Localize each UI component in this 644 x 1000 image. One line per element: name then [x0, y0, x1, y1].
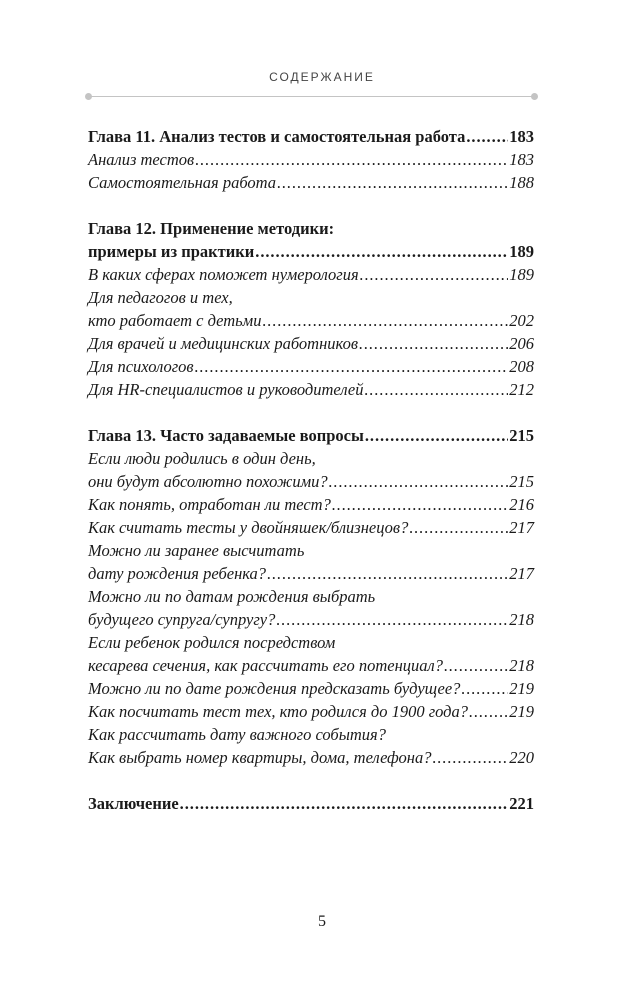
toc-page-number: 189	[509, 265, 534, 284]
toc-subentry[interactable]	[88, 355, 534, 378]
toc-subentry[interactable]	[88, 378, 534, 401]
toc-entry-title: Как считать тесты у двойняшек/близнецов?	[88, 518, 409, 537]
toc-subentry[interactable]	[88, 171, 534, 194]
toc-dot-leader	[332, 493, 508, 516]
toc-page-number: 215	[509, 472, 534, 491]
toc-subentry[interactable]	[88, 447, 534, 470]
toc-chapter-entry[interactable]	[88, 125, 534, 148]
toc-entry-title: кесарева сечения, как рассчитать его потенциал?	[88, 656, 443, 675]
toc-entry-title: В каких сферах поможет нумерология	[88, 265, 359, 284]
running-header: СОДЕРЖАНИЕ	[269, 70, 375, 84]
toc-entry-title: Для педагогов и тех,	[88, 288, 233, 307]
toc-subentry[interactable]	[88, 493, 534, 516]
toc-page-number: 216	[509, 495, 534, 514]
toc-entry-title: Можно ли по дате рождения предсказать будущее?	[88, 679, 461, 698]
toc-entry-title: Для врачей и медицинских работников	[88, 334, 359, 353]
page-number: 5	[318, 913, 326, 930]
toc-dot-leader	[365, 424, 508, 447]
toc-page-number: 189	[509, 242, 534, 261]
toc-entry-title: Как рассчитать дату важного события?	[88, 725, 386, 744]
toc-page-number: 215	[509, 426, 534, 445]
toc-page-number: 219	[509, 679, 534, 698]
toc-entry-title: Глава 13. Часто задаваемые вопросы	[88, 426, 364, 445]
toc-entry-title: Как выбрать номер квартиры, дома, телефона?	[88, 748, 432, 767]
toc-dot-leader	[409, 516, 508, 539]
toc-entry-title: Для HR-специалистов и руководителей	[88, 380, 364, 399]
toc-subentry[interactable]	[88, 585, 534, 608]
toc-entry-title: Если ребенок родился посредством	[88, 633, 336, 652]
toc-page-number: 183	[509, 150, 534, 169]
toc-entry-title: будущего супруга/супругу?	[88, 610, 276, 629]
toc-dot-leader	[365, 378, 509, 401]
toc-dot-leader	[255, 240, 508, 263]
toc-page-number: 221	[509, 794, 534, 813]
toc-subentry[interactable]	[88, 516, 534, 539]
toc-page-number: 188	[509, 173, 534, 192]
toc-dot-leader	[360, 263, 509, 286]
toc-dot-leader	[359, 332, 508, 355]
toc-entry-title: Для психологов	[88, 357, 194, 376]
toc-page-number: 183	[509, 127, 534, 146]
toc-entry-title: кто работает с детьми	[88, 311, 262, 330]
toc-entry-title: Глава 12. Применение методики:	[88, 219, 335, 238]
toc-chapter-entry[interactable]	[88, 792, 534, 815]
toc-entry-title: Самостоятельная работа	[88, 173, 277, 192]
toc-subentry[interactable]	[88, 746, 534, 769]
toc-page-number: 217	[509, 518, 534, 537]
toc-section	[88, 792, 534, 815]
toc-dot-leader	[329, 470, 509, 493]
toc-dot-leader	[267, 562, 508, 585]
toc-dot-leader	[466, 125, 508, 148]
toc-entry-title: Заключение	[88, 794, 179, 813]
toc-entry-title: Как понять, отработан ли тест?	[88, 495, 331, 514]
toc-chapter-entry[interactable]	[88, 240, 534, 263]
toc-dot-leader	[180, 792, 509, 815]
toc-section	[88, 424, 534, 769]
toc-subentry[interactable]	[88, 263, 534, 286]
toc-page-number: 206	[509, 334, 534, 353]
toc-subentry[interactable]	[88, 332, 534, 355]
toc-entry-title: дату рождения ребенка?	[88, 564, 267, 583]
toc-page-number: 208	[509, 357, 534, 376]
toc-entry-title: Можно ли по датам рождения выбрать	[88, 587, 376, 606]
toc-subentry[interactable]	[88, 309, 534, 332]
toc-page-number: 202	[509, 311, 534, 330]
header-rule-right-dot	[531, 93, 538, 100]
toc-entry-title: Анализ тестов	[88, 150, 195, 169]
toc-dot-leader	[195, 148, 508, 171]
toc-entry-title: Если люди родились в один день,	[88, 449, 316, 468]
toc-section	[88, 217, 534, 401]
toc-subentry[interactable]	[88, 631, 534, 654]
toc-subentry[interactable]	[88, 677, 534, 700]
toc-subentry[interactable]	[88, 562, 534, 585]
toc-dot-leader	[262, 309, 508, 332]
table-of-contents	[88, 125, 534, 838]
toc-page-number: 218	[509, 610, 534, 629]
toc-entry-title: Глава 11. Анализ тестов и самостоятельная работа	[88, 127, 466, 146]
toc-page-number: 217	[509, 564, 534, 583]
toc-dot-leader	[444, 654, 508, 677]
toc-page-number: 212	[509, 380, 534, 399]
toc-subentry[interactable]	[88, 286, 534, 309]
toc-subentry[interactable]	[88, 654, 534, 677]
toc-subentry[interactable]	[88, 470, 534, 493]
toc-entry-title: примеры из практики	[88, 242, 255, 261]
toc-entry-title: Можно ли заранее высчитать	[88, 541, 305, 560]
toc-subentry[interactable]	[88, 608, 534, 631]
toc-dot-leader	[276, 608, 508, 631]
toc-page-number: 218	[509, 656, 534, 675]
toc-dot-leader	[461, 677, 508, 700]
toc-dot-leader	[432, 746, 508, 769]
toc-subentry[interactable]	[88, 723, 534, 746]
toc-page-number: 220	[509, 748, 534, 767]
toc-dot-leader	[469, 700, 508, 723]
header-rule	[88, 96, 534, 97]
toc-page-number: 219	[509, 702, 534, 721]
toc-dot-leader	[195, 355, 509, 378]
toc-section	[88, 125, 534, 194]
toc-entry-title: они будут абсолютно похожими?	[88, 472, 328, 491]
toc-subentry[interactable]	[88, 539, 534, 562]
toc-chapter-entry[interactable]	[88, 217, 534, 240]
toc-entry-title: Как посчитать тест тех, кто родился до 1900 года?	[88, 702, 469, 721]
toc-subentry[interactable]	[88, 700, 534, 723]
toc-dot-leader	[277, 171, 508, 194]
toc-subentry[interactable]	[88, 148, 534, 171]
toc-chapter-entry[interactable]	[88, 424, 534, 447]
